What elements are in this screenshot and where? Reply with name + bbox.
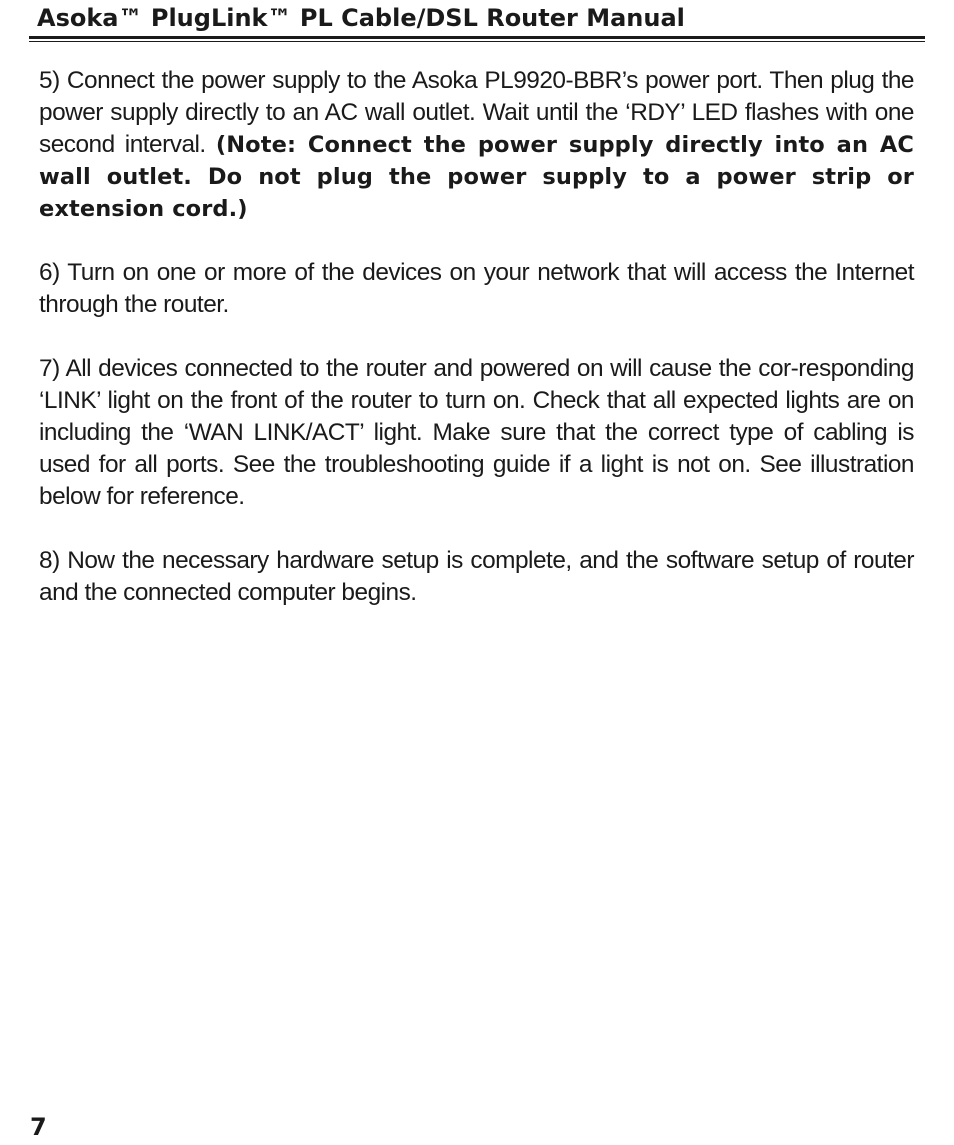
step-7-paragraph (39, 353, 914, 513)
step-5-note: (Note: Connect the power supply directly into an AC wall outlet. Do not plug the power supply to a power strip or extension cord.) (39, 132, 915, 222)
page-number: 7 (30, 1113, 47, 1141)
step-5-text: 5) Connect the power supply to the Asoka PL9920-BBR’s power port. Then plug the power supply directly to an AC wall outlet. Wait until the ‘RDY’ LED flashes with one second interval. (39, 67, 914, 158)
header-rule-thin (29, 41, 925, 42)
header-rule-thick (29, 36, 925, 39)
step-7-text: 7) All devices connected to the router and powered on will cause the cor-responding ‘LINK’ light on the front of the router to turn on. Check that all expected lights are on including the ‘WAN LINK/ACT’ light. Make sure that the correct type of cabling is used for all ports. See the troubleshooting guide if a light is not on. See illustration below for reference. (39, 355, 914, 510)
page-header-title: Asoka™ PlugLink™ PL Cable/DSL Router Manual (37, 4, 685, 32)
step-5-paragraph (39, 65, 914, 225)
step-6-text: 6) Turn on one or more of the devices on your network that will access the Internet through the router. (39, 259, 914, 318)
step-8-paragraph (39, 545, 914, 609)
step-6-paragraph (39, 257, 914, 321)
body-content (39, 65, 914, 641)
step-8-text: 8) Now the necessary hardware setup is complete, and the software setup of router and the connected computer begins. (39, 547, 914, 606)
